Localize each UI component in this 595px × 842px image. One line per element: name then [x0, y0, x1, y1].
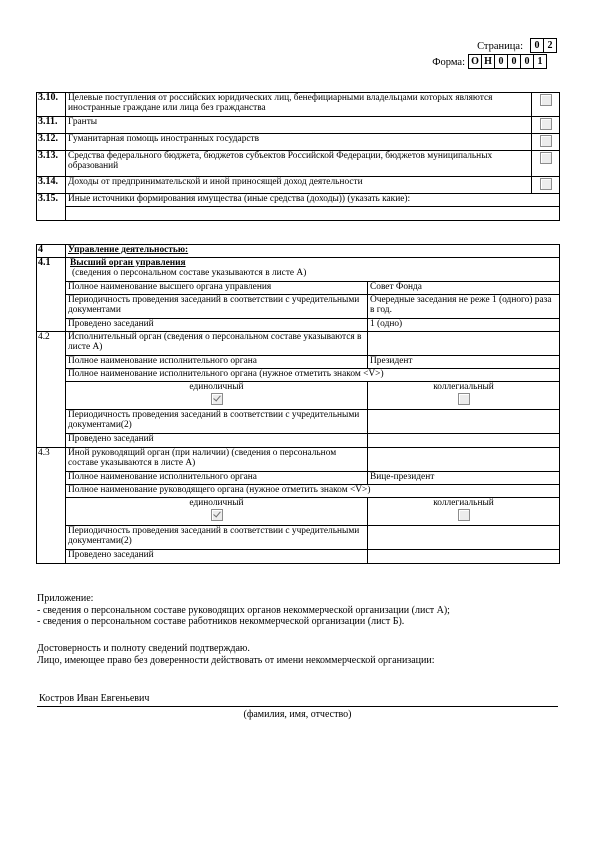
- subsection-title: Иной руководящий орган (при наличии) (сведения о персональном составе указываются в листе А): [66, 448, 368, 472]
- section-number: 4.1: [37, 258, 66, 332]
- field-value[interactable]: 1 (одно): [368, 319, 560, 332]
- checkbox-checked[interactable]: [211, 393, 223, 405]
- subsection-header: [66, 258, 560, 282]
- table-row: [37, 93, 560, 117]
- row-label: Гуманитарная помощь иностранных государств: [66, 134, 532, 151]
- field-label: Полное наименование высшего органа управления: [66, 282, 368, 295]
- field-label: Проведено заседаний: [66, 319, 368, 332]
- table-row: [37, 550, 560, 564]
- form-code-char: 0: [521, 55, 534, 68]
- form-code-char: 0: [495, 55, 508, 68]
- confirmation-text: Достоверность и полноту сведений подтверждаю.: [37, 643, 250, 654]
- checkbox-cell[interactable]: [532, 93, 560, 117]
- section-number: 4.3: [37, 448, 66, 564]
- table-row: [37, 382, 560, 410]
- option-label: коллегиальный: [433, 382, 494, 392]
- table-row: [37, 472, 560, 485]
- field-value[interactable]: Очередные заседания не реже 1 (одного) раза в год.: [368, 295, 560, 319]
- table-row: [37, 356, 560, 369]
- table-row: [37, 526, 560, 550]
- checkbox-cell[interactable]: [532, 151, 560, 177]
- signer-caption: (фамилия, имя, отчество): [243, 709, 352, 720]
- option-label: коллегиальный: [433, 498, 494, 508]
- checkbox-cell[interactable]: [532, 117, 560, 134]
- field-value[interactable]: [368, 410, 560, 434]
- appendix-item: - сведения о персональном составе работников некоммерческой организации (лист Б).: [37, 616, 405, 627]
- checkbox[interactable]: [458, 509, 470, 521]
- field-label: Проведено заседаний: [66, 434, 368, 448]
- checkbox-cell[interactable]: [532, 134, 560, 151]
- field-value[interactable]: Совет Фонда: [368, 282, 560, 295]
- field-value[interactable]: Президент: [368, 356, 560, 369]
- signer-name: Костров Иван Евгеньевич: [39, 693, 150, 704]
- row-number: 3.14.: [37, 177, 66, 194]
- row-label: Доходы от предпринимательской и иной приносящей доход деятельности: [66, 177, 532, 194]
- table-row: [37, 177, 560, 194]
- page-digit: 0: [531, 39, 544, 52]
- field-label: Полное наименование руководящего органа (нужное отметить знаком <V>): [66, 485, 560, 498]
- option-collegial[interactable]: [368, 498, 560, 526]
- section-title: Управление деятельностью:: [66, 245, 560, 258]
- confirmation-block: [37, 643, 557, 666]
- table-row: [37, 117, 560, 134]
- table-row: [37, 258, 560, 282]
- checkbox[interactable]: [540, 94, 552, 106]
- field-label: Полное наименование исполнительного органа: [66, 356, 368, 369]
- table-row: [37, 295, 560, 319]
- field-value[interactable]: [368, 526, 560, 550]
- option-sole[interactable]: [66, 382, 368, 410]
- checkbox[interactable]: [458, 393, 470, 405]
- other-sources-field[interactable]: [66, 207, 560, 221]
- checkbox[interactable]: [540, 152, 552, 164]
- table-row: [37, 498, 560, 526]
- appendix-item: - сведения о персональном составе руководящих органов некоммерческой организации (лист А);: [37, 604, 450, 616]
- field-label: Периодичность проведения заседаний в соответствии с учредительными документами(2): [66, 526, 368, 550]
- row-number: 3.12.: [37, 134, 66, 151]
- page-number-label: Страница:: [477, 41, 523, 52]
- table-row: [37, 410, 560, 434]
- row-label: Гранты: [66, 117, 532, 134]
- field-label: Проведено заседаний: [66, 550, 368, 564]
- table-row: [37, 319, 560, 332]
- row-label: Целевые поступления от российских юридических лиц, бенефициарными владельцами которых являются иностранные граждане или лица без гражданства: [66, 93, 532, 117]
- row-number: 3.10.: [37, 93, 66, 117]
- section-number: 4.2: [37, 332, 66, 448]
- section-number: 4: [37, 245, 66, 258]
- appendix-title: Приложение:: [37, 593, 94, 604]
- row-number: 3.15.: [37, 194, 66, 221]
- subsection-title: Исполнительный орган (сведения о персональном составе указываются в листе А): [66, 332, 368, 356]
- form-code-char: 0: [508, 55, 521, 68]
- empty-cell: [368, 448, 560, 472]
- form-code-char: Н: [482, 55, 495, 68]
- field-label: Полное наименование исполнительного органа: [66, 472, 368, 485]
- row-number: 3.11.: [37, 117, 66, 134]
- authority-text: Лицо, имеющее право без доверенности действовать от имени некоммерческой организации:: [37, 654, 435, 666]
- row-label: Средства федерального бюджета, бюджетов субъектов Российской Федерации, бюджетов муниципальных образований: [66, 151, 532, 177]
- option-collegial[interactable]: [368, 382, 560, 410]
- option-label: единоличный: [189, 382, 244, 392]
- table-row: [37, 207, 560, 221]
- checkbox[interactable]: [540, 178, 552, 190]
- option-label: единоличный: [189, 498, 244, 508]
- subsection-note: (сведения о персональном составе указываются в листе А): [72, 268, 307, 279]
- checkbox[interactable]: [540, 135, 552, 147]
- field-value[interactable]: Вице-президент: [368, 472, 560, 485]
- field-value[interactable]: [368, 434, 560, 448]
- checkbox[interactable]: [540, 118, 552, 130]
- form-code-char: О: [469, 55, 482, 68]
- table-row: [37, 485, 560, 498]
- table-row: [37, 282, 560, 295]
- field-label: Полное наименование исполнительного органа (нужное отметить знаком <V>): [66, 369, 560, 382]
- field-label: Периодичность проведения заседаний в соответствии с учредительными документами(2): [66, 410, 368, 434]
- empty-cell: [368, 332, 560, 356]
- property-sources-table: [36, 92, 560, 221]
- field-label: Периодичность проведения заседаний в соответствии с учредительными документами: [66, 295, 368, 319]
- table-row: [37, 151, 560, 177]
- table-row: [37, 134, 560, 151]
- table-row: [37, 332, 560, 356]
- subsection-title: Высший орган управления: [70, 258, 186, 268]
- checkbox-cell[interactable]: [532, 177, 560, 194]
- page-number-boxes: [530, 38, 557, 53]
- table-row: [37, 245, 560, 258]
- row-label: Иные источники формирования имущества (иные средства (доходы)) (указать какие):: [66, 194, 560, 207]
- field-value[interactable]: [368, 550, 560, 564]
- table-row: [37, 194, 560, 207]
- form-code-label: Форма:: [432, 57, 465, 68]
- form-code-boxes: [468, 54, 547, 69]
- form-code-char: 1: [537, 56, 543, 67]
- page-digit: 2: [547, 40, 553, 51]
- table-row: [37, 448, 560, 472]
- signer-line: [37, 706, 558, 707]
- checkbox-checked[interactable]: [211, 509, 223, 521]
- table-row: [37, 434, 560, 448]
- appendix-block: [37, 593, 557, 628]
- option-sole[interactable]: [66, 498, 368, 526]
- table-row: [37, 369, 560, 382]
- management-table: [36, 244, 560, 564]
- row-number: 3.13.: [37, 151, 66, 177]
